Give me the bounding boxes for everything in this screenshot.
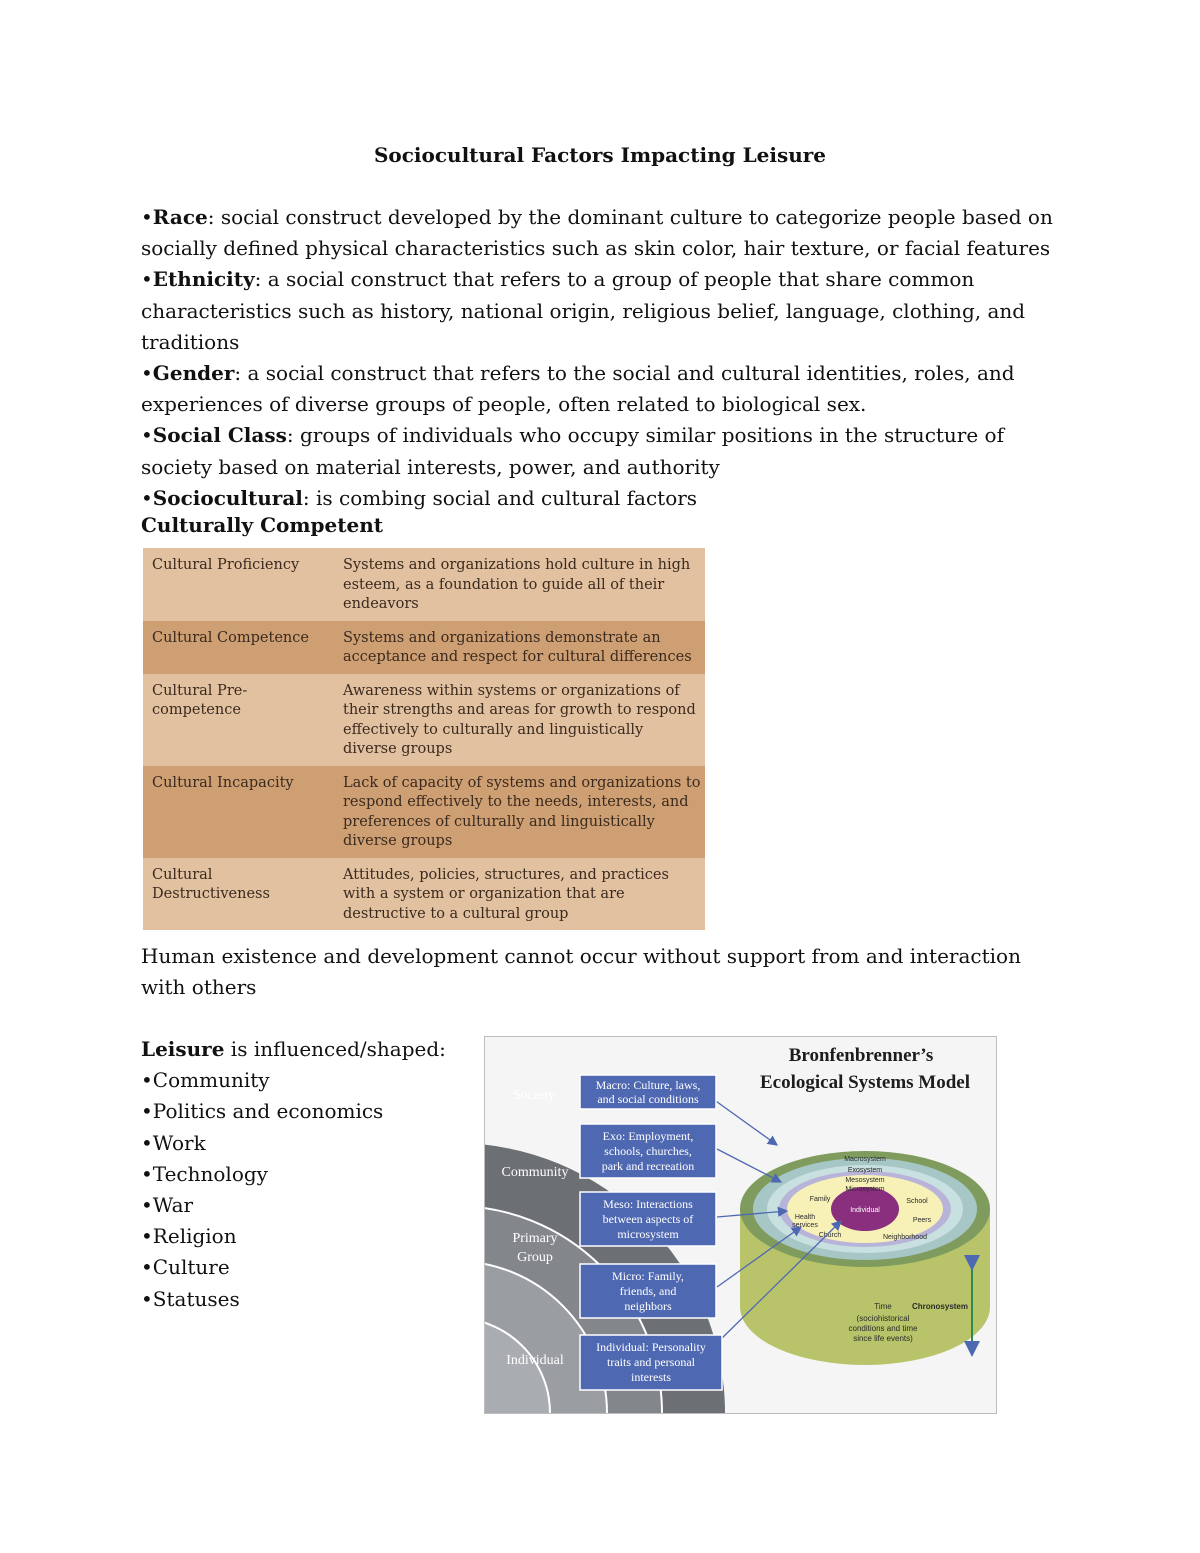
table-row xyxy=(143,674,705,766)
definitions-list xyxy=(141,202,1071,514)
ring-label-meso: Mesosystem xyxy=(845,1177,885,1184)
individual-box-line1: Individual: Personality xyxy=(596,1340,706,1354)
list-item xyxy=(141,1252,471,1283)
list-item-text: Work xyxy=(152,1130,206,1155)
cultural-continuum-table xyxy=(143,548,705,930)
list-item-text: Religion xyxy=(152,1224,237,1249)
bullet: • xyxy=(141,361,153,386)
row-description: Awareness within systems or organizations of their strengths and areas for growth to respond effectively to culturally and linguistically diverse groups xyxy=(343,682,696,757)
row-label: Cultural Incapacity xyxy=(152,774,294,791)
exo-box-line1: Exo: Employment, xyxy=(602,1129,694,1143)
development-paragraph: Human existence and development cannot occur without support from and interaction with others xyxy=(141,944,1021,1000)
exo-box-line2: schools, churches, xyxy=(604,1144,692,1158)
ring-label-health: Health xyxy=(794,1214,816,1221)
bullet: • xyxy=(141,1068,153,1093)
definition-text: : social construct developed by the dominant culture to categorize people based on socially defined physical characteristics such as skin color, hair texture, or facial features xyxy=(141,205,1053,261)
table-row xyxy=(143,621,705,674)
ring-label-peers: Peers xyxy=(912,1217,932,1224)
definition-race xyxy=(141,202,1071,264)
definition-text: : a social construct that refers to the social and cultural identities, roles, and experiences of diverse groups of people, often related to biological sex. xyxy=(141,361,1015,417)
definition-term: Sociocultural xyxy=(152,485,303,510)
bullet: • xyxy=(141,1255,153,1280)
list-item xyxy=(141,1284,471,1315)
meso-box-line3: microsystem xyxy=(617,1227,679,1241)
row-label: Cultural Proficiency xyxy=(152,557,300,573)
page-title: Sociocultural Factors Impacting Leisure xyxy=(373,143,827,167)
list-item-text: Politics and economics xyxy=(152,1099,384,1124)
bullet: • xyxy=(141,1099,153,1124)
leisure-term: Leisure xyxy=(141,1037,225,1061)
list-item xyxy=(141,1190,471,1221)
macro-box-line1: Macro: Culture, laws, xyxy=(595,1078,701,1092)
definition-text: : is combing social and cultural factors xyxy=(302,485,698,510)
ring-label-micro: Microsystem xyxy=(845,1186,885,1193)
bullet: • xyxy=(141,1161,153,1186)
definition-term: Race xyxy=(152,205,208,229)
list-item-text: Technology xyxy=(152,1161,268,1186)
ring-label-services: services xyxy=(792,1222,818,1229)
list-item xyxy=(141,1065,471,1096)
list-item-text: Culture xyxy=(152,1255,230,1280)
micro-box-line1: Micro: Family, xyxy=(612,1269,684,1283)
table-row xyxy=(143,858,705,931)
bullet: • xyxy=(141,1224,153,1249)
ring-label-school: School xyxy=(906,1198,928,1205)
row-description: Systems and organizations demonstrate an acceptance and respect for cultural differences xyxy=(343,629,692,665)
list-item xyxy=(141,1221,471,1252)
table-row xyxy=(143,548,705,621)
bullet: • xyxy=(141,1193,153,1218)
bullet: • xyxy=(141,267,153,292)
list-item xyxy=(141,1159,471,1190)
definition-text: : groups of individuals who occupy similar positions in the structure of society based on material interests, power, and authority xyxy=(141,423,1005,479)
row-label: Cultural Pre-competence xyxy=(152,682,248,718)
definition-text: : a social construct that refers to a group of people that share common characteristics such as history, national origin, religious belief, language, clothing, and traditions xyxy=(141,267,1026,354)
micro-box-line3: neighbors xyxy=(624,1299,672,1313)
ring-label-macro: Macrosystem xyxy=(844,1156,886,1163)
row-label: Cultural Competence xyxy=(152,629,309,646)
leisure-influences xyxy=(141,1034,471,1315)
list-item-text: Statuses xyxy=(152,1286,240,1311)
level-label-society: Society xyxy=(513,1088,555,1103)
ring-label-center: Individual xyxy=(850,1207,880,1214)
bullet: • xyxy=(141,1130,153,1155)
list-item-text: War xyxy=(152,1193,194,1218)
ring-label-family: Family xyxy=(809,1196,831,1203)
bullet: • xyxy=(141,423,153,448)
individual-box-line2: traits and personal xyxy=(607,1355,695,1369)
time-label-line3: conditions and time xyxy=(848,1324,918,1333)
meso-box-line1: Meso: Interactions xyxy=(603,1197,693,1211)
definition-gender xyxy=(141,358,1071,420)
ring-label-exo: Exosystem xyxy=(847,1167,883,1174)
definition-sociocultural xyxy=(141,483,1071,514)
leisure-lead xyxy=(141,1034,471,1065)
list-item-text: Community xyxy=(152,1068,270,1093)
micro-box-line2: friends, and xyxy=(619,1284,677,1298)
bullet: • xyxy=(141,485,153,510)
chronosystem-label: Chronosystem xyxy=(911,1302,969,1311)
level-label-individual: Individual xyxy=(506,1353,564,1368)
list-item xyxy=(141,1128,471,1159)
time-label-line2: (sociohistorical xyxy=(856,1314,910,1323)
definition-ethnicity xyxy=(141,264,1071,358)
row-description: Lack of capacity of systems and organizations to respond effectively to the needs, interests, and preferences of culturally and linguistically diverse groups xyxy=(343,774,701,849)
definition-social-class xyxy=(141,420,1071,482)
row-description: Attitudes, policies, structures, and practices with a system or organization that are destructive to a cultural group xyxy=(343,866,669,922)
row-label: Cultural Destructiveness xyxy=(152,866,270,902)
definition-term: Ethnicity xyxy=(152,267,255,292)
macro-box-line2: and social conditions xyxy=(597,1092,699,1106)
bullet: • xyxy=(141,205,153,229)
time-label-line1: Time xyxy=(874,1302,892,1311)
section-heading-culturally-competent: Culturally Competent xyxy=(141,513,383,537)
level-label-group: Group xyxy=(517,1250,553,1265)
exo-box-line3: park and recreation xyxy=(601,1159,695,1173)
ecological-systems-model xyxy=(484,1036,997,1414)
list-item xyxy=(141,1096,471,1127)
ring-label-church: Church xyxy=(818,1232,842,1239)
table-row xyxy=(143,766,705,858)
bullet: • xyxy=(141,1286,153,1311)
definition-term: Gender xyxy=(152,361,235,386)
model-title-line1: Bronfenbrenner’s xyxy=(788,1045,934,1066)
level-label-primary: Primary xyxy=(512,1231,558,1246)
definition-term: Social Class xyxy=(152,423,287,448)
level-label-community: Community xyxy=(501,1165,569,1180)
row-description: Systems and organizations hold culture in high esteem, as a foundation to guide all of their endeavors xyxy=(343,557,691,612)
leisure-lead-text: is influenced/shaped: xyxy=(224,1037,446,1061)
ring-label-neighborhood: Neighborhood xyxy=(883,1234,927,1241)
meso-box-line2: between aspects of xyxy=(602,1212,694,1226)
individual-box-line3: interests xyxy=(631,1370,671,1384)
model-title-line2: Ecological Systems Model xyxy=(759,1072,971,1093)
time-label-line4: since life events) xyxy=(853,1334,913,1343)
